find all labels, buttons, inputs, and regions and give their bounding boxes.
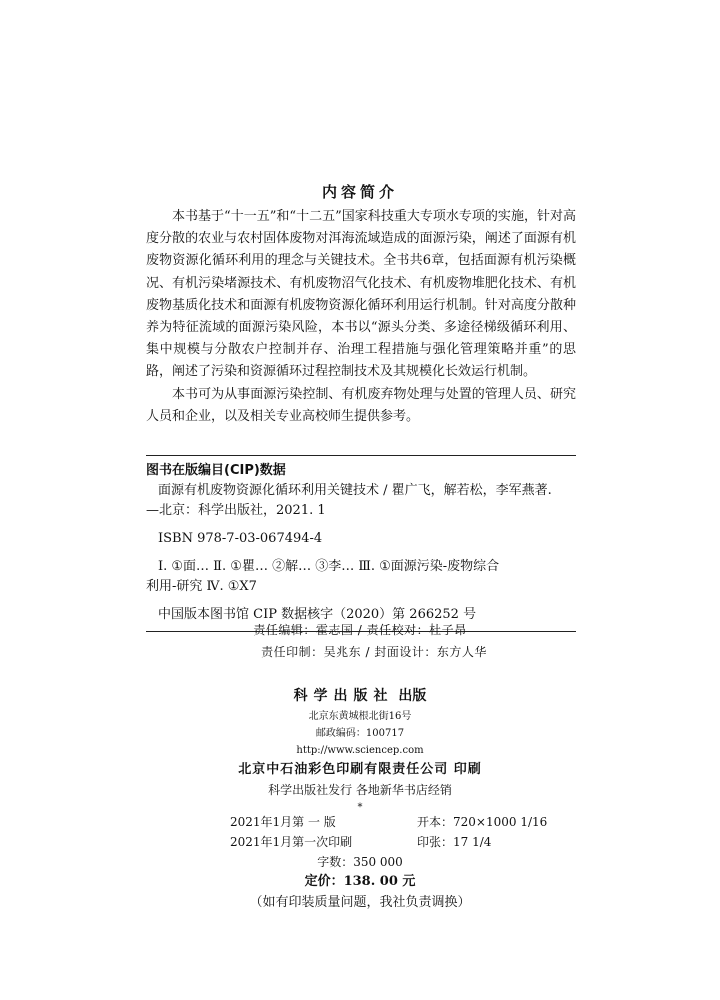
sheets-info: 印张：17 1/4: [417, 835, 492, 849]
cip-isbn: ISBN 978-7-03-067494-4: [158, 531, 323, 546]
separator-star: *: [357, 802, 363, 813]
cip-verify: 中国版本图书馆 CIP 数据核字（2020）第 266252 号: [158, 607, 477, 622]
quality-note: （如有印装质量问题，我社负责调换）: [249, 895, 471, 910]
printer-name: 北京中石油彩色印刷有限责任公司: [238, 762, 449, 777]
publisher-postcode: 邮政编码：100717: [315, 728, 405, 739]
cip-class-line: 利用-研究 Ⅳ. ①X7: [146, 579, 257, 594]
publisher-block: [0, 684, 720, 817]
words-info: 字数：350 000: [317, 855, 403, 869]
spec-block: [0, 812, 720, 914]
intro-paragraph: 本书可为从事面源污染控制、有机废弃物处理与处置的管理人员、研究人员和企业，以及相关专业高校师生提供参考。: [146, 386, 576, 424]
intro-paragraph: 本书基于“十一五”和“十二五”国家科技重大专项水专项的实施，针对高度分散的农业与农村固体废物对洱海流域造成的面源污染，阐述了面源有机废物资源化循环利用的理念与关键技术。全书共6章，包括面源有机污染概况、有机污染堵源技术、有机废物沼气化技术、有机废物堆肥化技术、有机废物基质化技术和面源有机废物资源化循环利用运行机制。针对高度分散种养为特征流域的面源污染风险，本书以“源头分类、多途径梯级循环利用、集中规模与分散农户控制并存、治理工程措施与强化管理策略并重”的思路，阐述了污染和资源循环过程控制技术及其规模化长效运行机制。: [146, 209, 576, 380]
intro-title: 内容简介: [321, 183, 398, 201]
spec-row: [0, 812, 720, 832]
printer-line: [0, 759, 720, 781]
distribution: 科学出版社发行 各地新华书店经销: [268, 783, 452, 797]
printing-info: 2021年1月第一次印刷: [230, 835, 353, 849]
format-info: 开本：720×1000 1/16: [417, 815, 548, 829]
publisher-address: 北京东黄城根北街16号: [308, 711, 412, 722]
spec-row: [0, 832, 720, 852]
price-info: 定价：138. 00 元: [304, 874, 416, 889]
publisher-name: 科学出版社: [293, 688, 394, 704]
cip-top-rule: [146, 455, 576, 456]
cip-publish-line: —北京：科学出版社，2021. 1: [146, 503, 326, 518]
cip-block: [146, 455, 576, 632]
publisher-line: [0, 684, 720, 708]
editor-line: 责任印制：吴兆东 / 封面设计：东方人华: [261, 645, 487, 659]
publisher-suffix: 出版: [393, 688, 427, 704]
editors: [0, 619, 720, 663]
edition-info: 2021年1月第 一 版: [230, 815, 336, 829]
editor-line: 责任编辑：霍志国 / 责任校对：杜子昂: [253, 623, 467, 637]
printer-suffix: 印刷: [448, 762, 482, 777]
cip-class-line: Ⅰ. ①面… Ⅱ. ①瞿… ②解… ③李… Ⅲ. ①面源污染-废物综合: [158, 559, 500, 574]
publisher-url: http://www.sciencep.com: [296, 745, 424, 756]
cip-title: 图书在版编目(CIP)数据: [146, 463, 286, 478]
cip-book-line: 面源有机废物资源化循环利用关键技术 / 瞿广飞，解若松，李军燕著.: [158, 483, 552, 498]
intro-body: [146, 206, 576, 428]
